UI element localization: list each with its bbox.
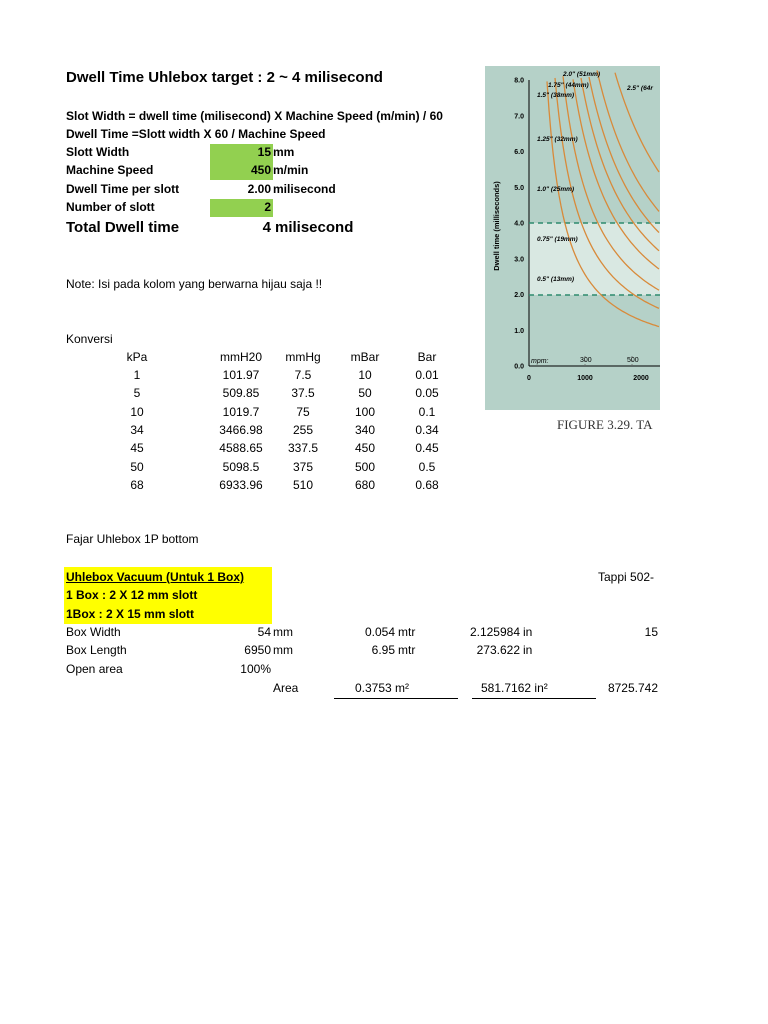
param-label-slot-width: Slott Width [66,145,130,159]
curve-label-1-0: 1.0" (25mm) [537,186,575,193]
konversi-header-bar: Bar [417,350,437,364]
box-width-label: Box Width [66,625,121,639]
param-unit-dwell-per-slot: milisecond [273,182,336,196]
mpm-500-label: 500 [627,357,639,364]
area-in2: 581.7162 in² [481,681,548,695]
konversi-cell: 0.34 [415,423,439,437]
konversi-cell: 5098.5 [222,460,260,474]
dwell-time-figure [485,66,660,410]
uhlebox-line-2: 1Box : 2 X 15 mm slott [66,607,195,621]
box-length-in-unit: in [523,643,533,657]
area-m2: 0.3753 m² [355,681,410,695]
konversi-cell: 45 [130,441,144,455]
param-unit-machine-speed: m/min [273,163,309,177]
total-dwell-unit: milisecond [275,219,354,236]
box-width-mm: 54 [257,625,271,639]
dwell-time-chart [485,66,660,410]
curve-label-0-75: 0.75" (19mm) [537,236,578,243]
konversi-cell: 68 [130,478,144,492]
page-title: Dwell Time Uhlebox target : 2 ~ 4 milisecond [66,69,383,86]
area-label: Area [273,681,299,695]
konversi-cell: 255 [292,423,314,437]
konversi-cell: 510 [292,478,314,492]
y-tick-label: 6.0 [514,149,524,156]
box-length-mm-unit: mm [273,643,293,657]
formula-slot-width: Slot Width = dwell time (milisecond) X Machine Speed (m/min) / 60 [66,109,443,123]
box-length-in: 273.622 [476,643,520,657]
konversi-cell: 3466.98 [219,423,263,437]
konversi-cell: 0.05 [415,386,439,400]
konversi-cell: 100 [354,405,376,419]
y-axis-label: Dwell time (milliseconds) [492,181,501,271]
y-tick-label: 2.0 [514,292,524,299]
x-tick-labels [527,375,649,382]
konversi-cell: 375 [292,460,314,474]
box-length-mtr: 6.95 [371,643,395,657]
box-width-in: 2.125984 [469,625,520,639]
konversi-cell: 10 [358,368,372,382]
total-dwell-value: 4 [262,219,271,236]
konversi-cell: 340 [354,423,376,437]
konversi-cell: 1019.7 [222,405,260,419]
curve-label-2-5: 2.5" (64r [627,85,653,92]
note-text: Note: Isi pada kolom yang berwarna hijau saja !! [66,277,323,291]
param-label-slot-count: Number of slott [66,200,155,214]
param-label-machine-speed: Machine Speed [66,163,154,177]
konversi-cell: 0.1 [418,405,436,419]
konversi-cell: 6933.96 [219,478,263,492]
konversi-cell: 50 [130,460,144,474]
box-length-label: Box Length [66,643,127,657]
konversi-cell: 101.97 [222,368,260,382]
area-in2-underline [472,698,596,699]
param-value-slot-count[interactable]: 2 [264,200,271,214]
target-band [529,223,660,295]
uhlebox-line-1: 1 Box : 2 X 12 mm slott [66,588,198,602]
konversi-cell: 500 [354,460,376,474]
konversi-cell: 4588.65 [219,441,263,455]
mpm-label: mpm: [531,358,549,365]
konversi-cell: 680 [354,478,376,492]
curve-label-1-25: 1.25" (32mm) [537,136,578,143]
y-tick-label: 0.0 [514,363,524,371]
konversi-cell: 10 [130,405,144,419]
konversi-cell: 1 [133,368,141,382]
curve-label-1-5: 1.5" (38mm) [537,92,575,99]
curve-label-1-75: 1.75" (44mm) [548,82,589,89]
formula-dwell-time: Dwell Time =Slott width X 60 / Machine Speed [66,127,326,141]
box-width-mtr-unit: mtr [398,625,416,639]
total-dwell-label: Total Dwell time [66,219,180,236]
konversi-header-kpa: kPa [126,350,148,364]
x-tick-label: 2000 [633,375,649,382]
curve-label-0-5: 0.5" (13mm) [537,276,575,283]
x-tick-label: 1000 [577,375,593,382]
konversi-cell: 0.01 [415,368,439,382]
y-tick-label: 1.0 [514,327,524,335]
param-value-slot-width[interactable]: 15 [257,145,271,159]
param-unit-slot-width: mm [273,145,295,159]
x-tick-label: 0 [527,375,531,382]
box-width-mtr: 0.054 [364,625,395,639]
konversi-cell: 509.85 [222,386,260,400]
area-m2-underline [334,698,458,699]
mpm-300-label: 300 [580,357,592,364]
y-tick-label: 7.0 [514,113,524,121]
konversi-cell: 50 [358,386,372,400]
box-width-extra: 15 [644,625,658,639]
konversi-title: Konversi [66,332,113,346]
konversi-cell: 0.5 [418,460,436,474]
area-extra: 8725.742 [607,681,658,695]
param-value-dwell-per-slot: 2.00 [247,182,271,196]
konversi-cell: 450 [354,441,376,455]
y-tick-label: 4.0 [514,220,524,228]
konversi-header-mmh2o: mmH20 [219,350,262,364]
konversi-header-mmhg: mmHg [285,350,321,364]
konversi-cell: 0.68 [415,478,439,492]
konversi-cell: 7.5 [294,368,312,382]
konversi-cell: 337.5 [287,441,319,455]
konversi-cell: 5 [133,386,141,400]
param-value-machine-speed[interactable]: 450 [250,163,271,177]
y-tick-label: 3.0 [514,256,524,264]
open-area-value: 100% [240,662,271,676]
konversi-cell: 75 [296,405,310,419]
y-tick-label: 8.0 [514,77,524,85]
fajar-label: Fajar Uhlebox 1P bottom [66,532,199,546]
box-length-mm: 6950 [244,643,271,657]
y-tick-label: 5.0 [514,184,524,192]
y-tick-labels [514,78,524,371]
open-area-label: Open area [66,662,123,676]
uhlebox-title: Uhlebox Vacuum (Untuk 1 Box) [66,570,245,584]
konversi-cell: 37.5 [291,386,315,400]
konversi-cell: 34 [130,423,144,437]
param-label-dwell-per-slot: Dwell Time per slott [66,182,180,196]
curve-label-2-0: 2.0" (51mm) [563,71,601,78]
box-width-mm-unit: mm [273,625,293,639]
box-length-mtr-unit: mtr [398,643,416,657]
box-width-in-unit: in [523,625,533,639]
tappi-label: Tappi 502- [598,570,655,584]
figure-caption: FIGURE 3.29. TA [557,417,653,432]
konversi-header-mbar: mBar [350,350,380,364]
konversi-cell: 0.45 [415,441,439,455]
